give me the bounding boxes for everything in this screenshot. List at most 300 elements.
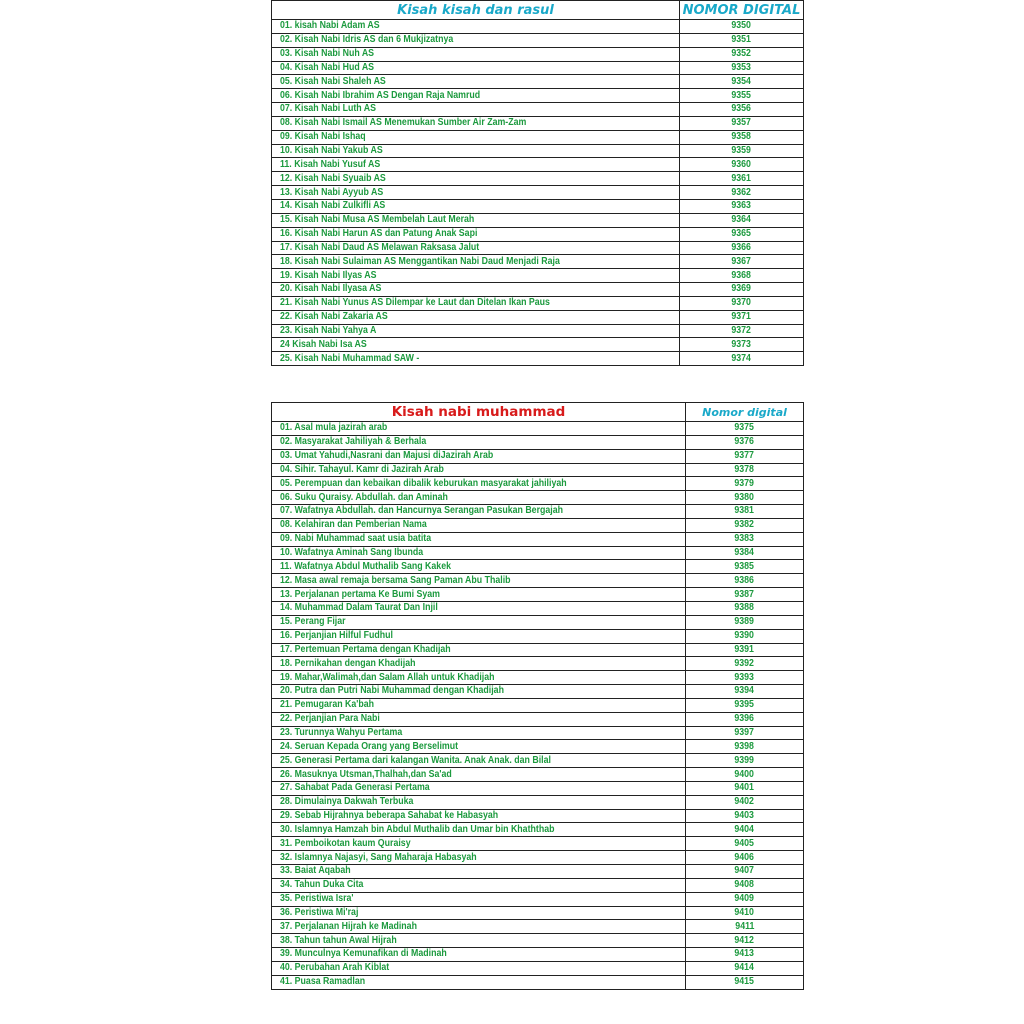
story-title: 30. Islamnya Hamzah bin Abdul Muthalib dan Umar bin Khaththab [280,823,555,835]
digital-number: 9384 [734,547,755,559]
story-title-cell [272,324,680,338]
digital-number: 9382 [734,519,755,531]
story-title-cell [272,920,686,934]
digital-number-cell [686,422,804,436]
table-row [272,809,804,823]
story-title-cell [272,227,680,241]
table-row [272,186,804,200]
table-row [272,795,804,809]
digital-number-cell [680,227,804,241]
digital-number-cell [686,795,804,809]
story-title-cell [272,823,686,837]
digital-number-cell [686,823,804,837]
table-row [272,144,804,158]
digital-number-cell [680,89,804,103]
digital-number: 9399 [734,754,755,766]
digital-number: 9409 [734,893,755,905]
story-title: 06. Suku Quraisy. Abdullah. dan Aminah [280,491,448,503]
digital-number-cell [680,116,804,130]
story-title: 19. Kisah Nabi Ilyas AS [280,269,377,281]
story-title-cell [272,435,686,449]
story-title: 03. Umat Yahudi,Nasrani dan Majusi diJazirah Arab [280,450,494,462]
table-row [272,975,804,989]
digital-number: 9402 [734,796,755,808]
story-title-cell [272,116,680,130]
table-row [272,878,804,892]
story-title: 24 Kisah Nabi Isa AS [280,338,367,350]
table-row [272,296,804,310]
digital-number: 9394 [734,685,755,697]
digital-number-cell [686,975,804,989]
digital-number-cell [680,130,804,144]
digital-number: 9400 [734,768,755,780]
story-title: 08. Kelahiran dan Pemberian Nama [280,519,427,531]
story-title: 16. Perjanjian Hilful Fudhul [280,630,393,642]
story-title-cell [272,422,686,436]
story-title-cell [272,961,686,975]
table-row [272,546,804,560]
story-title: 15. Perang Fijar [280,616,346,628]
digital-number: 9352 [731,48,752,60]
story-title: 01. kisah Nabi Adam AS [280,20,380,32]
story-title: 29. Sebab Hijrahnya beberapa Sahabat ke Habasyah [280,810,499,822]
story-title: 08. Kisah Nabi Ismail AS Menemukan Sumber Air Zam-Zam [280,117,527,129]
story-title-cell [272,89,680,103]
story-title-cell [272,33,680,47]
table-title: Kisah kisah dan rasul [272,1,680,20]
digital-number-cell [680,144,804,158]
story-title: 02. Masyarakat Jahiliyah & Berhala [280,436,427,448]
story-title: 17. Kisah Nabi Daud AS Melawan Raksasa Jalut [280,241,480,253]
digital-number-cell [686,601,804,615]
story-title-cell [272,532,686,546]
digital-number: 9358 [731,131,752,143]
story-title: 25. Generasi Pertama dari kalangan Wanita. Anak Anak. dan Bilal [280,754,551,766]
table-row [272,269,804,283]
table-row [272,615,804,629]
table-row [272,477,804,491]
story-title-cell [272,186,680,200]
table-row [272,158,804,172]
digital-number-cell [686,463,804,477]
digital-number-cell [686,906,804,920]
table-row [272,837,804,851]
digital-number: 9364 [731,214,752,226]
story-title: 25. Kisah Nabi Muhammad SAW - [280,352,420,364]
table-row [272,199,804,213]
table-row [272,823,804,837]
table-row [272,712,804,726]
digital-number-cell [686,865,804,879]
digital-number-cell [680,103,804,117]
story-title-cell [272,671,686,685]
table-row [272,934,804,948]
digital-number: 9362 [731,186,752,198]
table-row [272,601,804,615]
digital-number-cell [686,518,804,532]
digital-number: 9414 [734,962,755,974]
table-row [272,61,804,75]
table-row [272,865,804,879]
digital-number: 9406 [734,851,755,863]
digital-number-cell [686,657,804,671]
story-title: 33. Baiat Aqabah [280,865,351,877]
digital-number-cell [686,477,804,491]
story-title-cell [272,255,680,269]
digital-number: 9393 [734,671,755,683]
story-title-cell [272,338,680,352]
digital-number: 9391 [734,643,755,655]
story-title-cell [272,546,686,560]
digital-number-cell [686,781,804,795]
digital-number: 9408 [734,879,755,891]
story-title: 24. Seruan Kepada Orang yang Berselimut [280,740,459,752]
table-row [272,685,804,699]
story-title: 17. Pertemuan Pertama dengan Khadijah [280,643,451,655]
muhammad-stories-table [271,402,804,990]
story-title-cell [272,241,680,255]
digital-number: 9372 [731,324,752,336]
story-title: 20. Kisah Nabi Ilyasa AS [280,283,382,295]
story-title-cell [272,809,686,823]
digital-number: 9374 [731,352,752,364]
digital-number-cell [680,296,804,310]
digital-number-cell [686,768,804,782]
story-title-cell [272,296,680,310]
table-row [272,241,804,255]
table-row [272,657,804,671]
story-title-cell [272,781,686,795]
story-title: 34. Tahun Duka Cita [280,879,364,891]
table-row [272,338,804,352]
digital-number-cell [686,920,804,934]
story-title: 23. Kisah Nabi Yahya A [280,324,377,336]
digital-number-cell [686,546,804,560]
story-title: 31. Pemboikotan kaum Quraisy [280,837,411,849]
digital-number: 9386 [734,574,755,586]
digital-number: 9356 [731,103,752,115]
digital-number: 9397 [734,726,755,738]
digital-number-cell [686,961,804,975]
story-title: 07. Kisah Nabi Luth AS [280,103,377,115]
story-title: 15. Kisah Nabi Musa AS Membelah Laut Merah [280,214,475,226]
digital-number-cell [680,61,804,75]
number-column-header: Nomor digital [686,403,804,422]
digital-number-cell [686,643,804,657]
digital-number-cell [680,47,804,61]
table-row [272,948,804,962]
story-title-cell [272,518,686,532]
digital-number: 9377 [734,450,755,462]
digital-number: 9403 [734,810,755,822]
story-title-cell [272,878,686,892]
digital-number: 9395 [734,699,755,711]
story-title: 41. Puasa Ramadlan [280,976,366,988]
digital-number: 9354 [731,75,752,87]
digital-number: 9379 [734,477,755,489]
story-title-cell [272,588,686,602]
story-title-cell [272,574,686,588]
digital-number-cell [686,629,804,643]
digital-number: 9407 [734,865,755,877]
story-title: 23. Turunnya Wahyu Pertama [280,726,403,738]
digital-number-cell [686,588,804,602]
story-title-cell [272,491,686,505]
digital-number-cell [680,269,804,283]
digital-number: 9378 [734,463,755,475]
table-row [272,726,804,740]
story-title: 40. Perubahan Arah Kiblat [280,962,390,974]
digital-number: 9390 [734,630,755,642]
table-row [272,518,804,532]
digital-number: 9401 [734,782,755,794]
digital-number-cell [680,158,804,172]
story-title-cell [272,477,686,491]
story-title: 22. Perjanjian Para Nabi [280,713,380,725]
table-header-row [272,1,804,20]
digital-number-cell [680,20,804,34]
digital-number: 9355 [731,89,752,101]
story-title-cell [272,158,680,172]
digital-number-cell [686,878,804,892]
table-row [272,560,804,574]
story-title: 09. Kisah Nabi Ishaq [280,131,366,143]
story-title: 38. Tahun tahun Awal Hijrah [280,934,397,946]
story-title-cell [272,172,680,186]
table-row [272,906,804,920]
story-title-cell [272,601,686,615]
table-row [272,740,804,754]
digital-number: 9404 [734,823,755,835]
digital-number: 9361 [731,172,752,184]
digital-number-cell [686,532,804,546]
table-row [272,671,804,685]
story-title: 04. Kisah Nabi Hud AS [280,61,375,73]
story-title-cell [272,657,686,671]
story-title-cell [272,47,680,61]
digital-number-cell [686,754,804,768]
table-row [272,588,804,602]
table-row [272,892,804,906]
table-row [272,33,804,47]
story-title-cell [272,851,686,865]
story-title: 11. Kisah Nabi Yusuf AS [280,158,381,170]
digital-number: 9373 [731,338,752,350]
story-title-cell [272,934,686,948]
digital-number-cell [686,574,804,588]
digital-number-cell [686,837,804,851]
digital-number-cell [680,172,804,186]
digital-number: 9388 [734,602,755,614]
story-title-cell [272,213,680,227]
story-title-cell [272,685,686,699]
story-title: 02. Kisah Nabi Idris AS dan 6 Mukjizatnya [280,34,454,46]
story-title-cell [272,130,680,144]
digital-number-cell [686,851,804,865]
table-row [272,213,804,227]
story-title-cell [272,505,686,519]
story-title: 14. Muhammad Dalam Taurat Dan Injil [280,602,438,614]
table-row [272,754,804,768]
table-row [272,116,804,130]
story-title-cell [272,75,680,89]
number-column-header: NOMOR DIGITAL [680,1,804,20]
digital-number-cell [686,671,804,685]
story-title-cell [272,463,686,477]
digital-number-cell [686,435,804,449]
digital-number: 9369 [731,283,752,295]
digital-number: 9367 [731,255,752,267]
story-title-cell [272,144,680,158]
table-row [272,698,804,712]
digital-number-cell [686,934,804,948]
digital-number: 9412 [734,934,755,946]
story-title-cell [272,629,686,643]
digital-number: 9375 [734,422,755,434]
table-row [272,352,804,366]
digital-number-cell [680,283,804,297]
table-row [272,324,804,338]
table-row [272,435,804,449]
digital-number-cell [680,310,804,324]
table-row [272,574,804,588]
story-title-cell [272,726,686,740]
digital-number: 9357 [731,117,752,129]
story-title-cell [272,948,686,962]
story-title: 28. Dimulainya Dakwah Terbuka [280,796,414,808]
story-title: 32. Islamnya Najasyi, Sang Maharaja Habasyah [280,851,477,863]
story-title-cell [272,61,680,75]
story-title-cell [272,754,686,768]
digital-number: 9396 [734,713,755,725]
table-row [272,103,804,117]
story-title-cell [272,975,686,989]
story-title: 12. Kisah Nabi Syuaib AS [280,172,386,184]
digital-number: 9359 [731,145,752,157]
digital-number-cell [680,33,804,47]
table-row [272,961,804,975]
story-title: 06. Kisah Nabi Ibrahim AS Dengan Raja Namrud [280,89,481,101]
digital-number-cell [686,809,804,823]
story-title: 14. Kisah Nabi Zulkifli AS [280,200,386,212]
story-title-cell [272,103,680,117]
digital-number: 9385 [734,560,755,572]
story-title-cell [272,20,680,34]
story-title-cell [272,310,680,324]
story-title-cell [272,643,686,657]
story-title: 36. Peristiwa Mi'raj [280,906,359,918]
table-row [272,781,804,795]
table-body [272,422,804,990]
digital-number-cell [686,712,804,726]
story-title-cell [272,865,686,879]
story-title: 05. Perempuan dan kebaikan dibalik keburukan masyarakat jahiliyah [280,477,567,489]
table-row [272,768,804,782]
story-title-cell [272,795,686,809]
story-title-cell [272,837,686,851]
digital-number-cell [686,449,804,463]
digital-number: 9350 [731,20,752,32]
digital-number-cell [686,615,804,629]
digital-number: 9387 [734,588,755,600]
table-row [272,532,804,546]
digital-number-cell [686,892,804,906]
story-title: 13. Kisah Nabi Ayyub AS [280,186,384,198]
digital-number-cell [686,726,804,740]
story-title: 07. Wafatnya Abdullah. dan Hancurnya Serangan Pasukan Bergajah [280,505,563,517]
table-row [272,463,804,477]
digital-number-cell [686,685,804,699]
story-title-cell [272,906,686,920]
digital-number: 9392 [734,657,755,669]
digital-number-cell [686,740,804,754]
digital-number-cell [686,698,804,712]
digital-number: 9360 [731,158,752,170]
digital-number-cell [680,324,804,338]
story-title-cell [272,768,686,782]
digital-number-cell [680,75,804,89]
table-row [272,422,804,436]
table-header-row [272,403,804,422]
story-title: 26. Masuknya Utsman,Thalhah,dan Sa'ad [280,768,452,780]
story-title: 11. Wafatnya Abdul Muthalib Sang Kakek [280,560,451,572]
table-body [272,20,804,366]
story-title-cell [272,698,686,712]
story-title: 09. Nabi Muhammad saat usia batita [280,533,432,545]
digital-number: 9370 [731,297,752,309]
story-title-cell [272,199,680,213]
table-row [272,920,804,934]
story-title: 39. Munculnya Kemunafikan di Madinah [280,948,447,960]
table-row [272,310,804,324]
table-title: Kisah nabi muhammad [272,403,686,422]
digital-number-cell [680,338,804,352]
digital-number-cell [686,505,804,519]
story-title: 04. Sihir. Tahayul. Kamr di Jazirah Arab [280,463,444,475]
digital-number-cell [686,491,804,505]
table-row [272,89,804,103]
story-title: 37. Perjalanan Hijrah ke Madinah [280,920,417,932]
digital-number: 9413 [734,948,755,960]
table-row [272,449,804,463]
table-row [272,505,804,519]
table-row [272,75,804,89]
digital-number-cell [686,560,804,574]
digital-number-cell [680,199,804,213]
story-title: 19. Mahar,Walimah,dan Salam Allah untuk Khadijah [280,671,495,683]
digital-number: 9365 [731,228,752,240]
digital-number-cell [680,186,804,200]
story-title: 20. Putra dan Putri Nabi Muhammad dengan Khadijah [280,685,504,697]
digital-number: 9353 [731,61,752,73]
digital-number: 9380 [734,491,755,503]
digital-number: 9383 [734,533,755,545]
digital-number-cell [680,213,804,227]
story-title: 10. Kisah Nabi Yakub AS [280,145,383,157]
digital-number: 9366 [731,241,752,253]
table-row [272,283,804,297]
story-title-cell [272,449,686,463]
table-row [272,130,804,144]
story-title: 12. Masa awal remaja bersama Sang Paman Abu Thalib [280,574,511,586]
story-title: 18. Kisah Nabi Sulaiman AS Menggantikan Nabi Daud Menjadi Raja [280,255,560,267]
digital-number-cell [686,948,804,962]
story-title: 16. Kisah Nabi Harun AS dan Patung Anak Sapi [280,228,478,240]
digital-number-cell [680,241,804,255]
table-row [272,255,804,269]
digital-number: 9405 [734,837,755,849]
story-title-cell [272,269,680,283]
